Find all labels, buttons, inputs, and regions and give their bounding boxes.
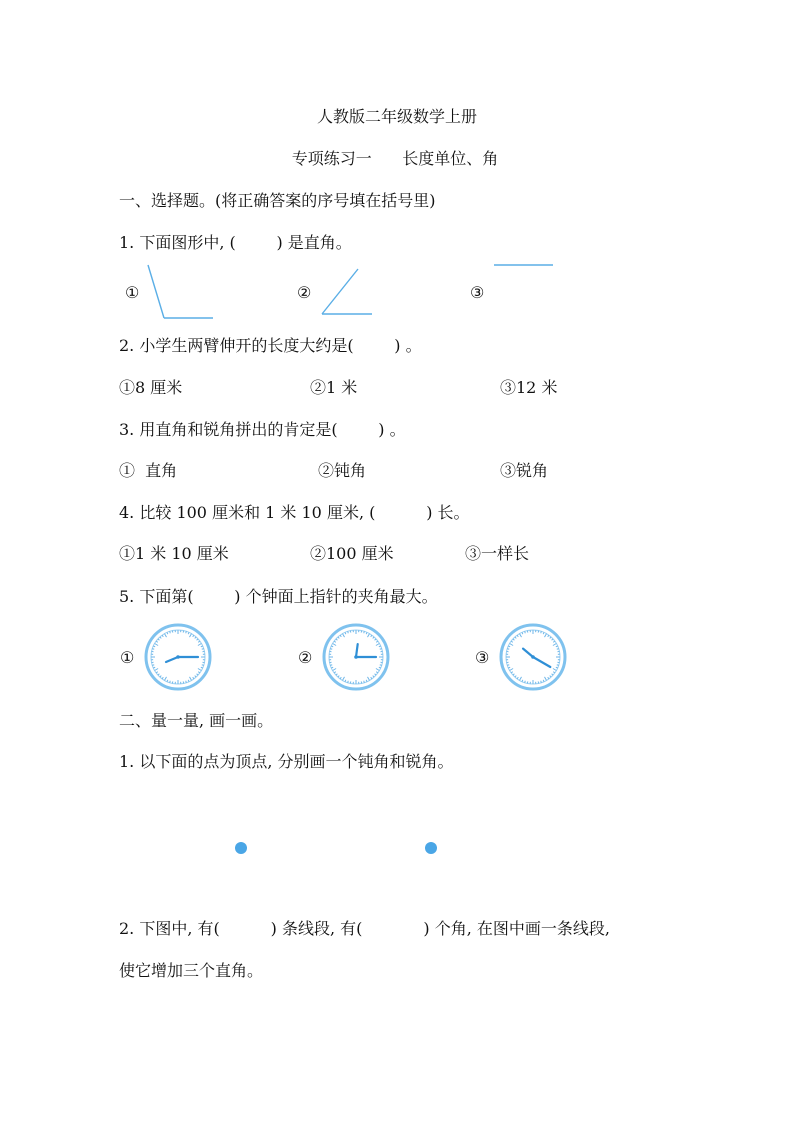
q1-option-1-label: ① bbox=[125, 283, 140, 302]
q5-option-3-label: ③ bbox=[475, 648, 490, 667]
q3-option-1: ① 直角 bbox=[119, 461, 178, 480]
q5-text: 5. 下面第( ) 个钟面上指针的夹角最大。 bbox=[119, 587, 438, 606]
q1-option-3-label: ③ bbox=[470, 283, 485, 302]
q3-option-2: ②钝角 bbox=[318, 461, 367, 480]
q3-option-3: ③锐角 bbox=[500, 461, 549, 480]
s2-q1-text: 1. 以下面的点为顶点, 分别画一个钝角和锐角。 bbox=[119, 752, 454, 771]
q5-option-2-label: ② bbox=[298, 648, 313, 667]
q4-option-2: ②100 厘米 bbox=[310, 544, 394, 563]
q2-option-1: ①8 厘米 bbox=[119, 378, 183, 397]
page-title: 人教版二年级数学上册 bbox=[316, 107, 477, 126]
q1-text: 1. 下面图形中, ( ) 是直角。 bbox=[119, 233, 352, 252]
q3-text: 3. 用直角和锐角拼出的肯定是( ) 。 bbox=[119, 420, 406, 439]
q5-option-1-label: ① bbox=[120, 648, 135, 667]
q4-option-1: ①1 米 10 厘米 bbox=[119, 544, 229, 563]
s2-q2-line2: 使它增加三个直角。 bbox=[119, 961, 264, 980]
q1-option-2-label: ② bbox=[297, 283, 312, 302]
q2-option-3: ③12 米 bbox=[500, 378, 558, 397]
q4-option-3: ③一样长 bbox=[465, 544, 530, 563]
q2-text: 2. 小学生两臂伸开的长度大约是( ) 。 bbox=[119, 336, 422, 355]
q4-text: 4. 比较 100 厘米和 1 米 10 厘米, ( ) 长。 bbox=[119, 503, 470, 522]
q2-option-2: ②1 米 bbox=[310, 378, 358, 397]
s2-q2-line1: 2. 下图中, 有( ) 条线段, 有( ) 个角, 在图中画一条线段, bbox=[119, 919, 610, 938]
section2-heading: 二、量一量, 画一画。 bbox=[119, 711, 274, 730]
page-subtitle: 专项练习一 长度单位、角 bbox=[291, 149, 499, 168]
section1-heading: 一、选择题。(将正确答案的序号填在括号里) bbox=[119, 191, 436, 210]
